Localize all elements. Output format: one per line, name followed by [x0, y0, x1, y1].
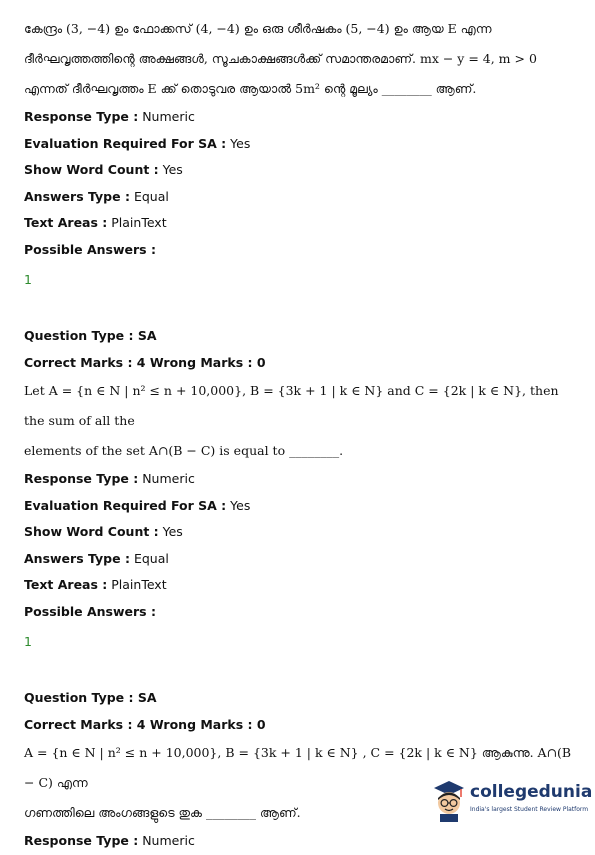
question-block-2 — [24, 323, 572, 655]
question-marks: Correct Marks : 4 Wrong Marks : 0 — [24, 354, 266, 370]
meta-evaluation-required: Evaluation Required For SA : Yes — [24, 497, 251, 513]
meta-evaluation-required: Evaluation Required For SA : Yes — [24, 135, 251, 151]
logo-tagline: India's largest Student Review Platform — [470, 806, 589, 813]
logo-wordmark: collegedunia — [470, 782, 593, 802]
possible-answer-value: 1 — [24, 634, 32, 649]
question-type: Question Type : SA — [24, 690, 157, 705]
meta-response-type: Response Type : Numeric — [24, 109, 195, 124]
student-mascot-icon — [430, 778, 468, 822]
document-page — [24, 14, 572, 855]
collegedunia-logo — [430, 776, 593, 826]
question-text-line: Let A = {n ∈ N | n² ≤ n + 10,000}, B = {3k + 1 | k ∈ N} and C = {2k | k ∈ N}, then the sum of all the — [24, 383, 559, 428]
question-text-line: ഗണത്തിലെ അംഗങ്ങളുടെ തുക ________ ആണ്. — [24, 805, 301, 820]
meta-show-word-count: Show Word Count : Yes — [24, 524, 183, 539]
possible-answer-value: 1 — [24, 272, 32, 287]
meta-response-type: Response Type : Numeric — [24, 471, 195, 486]
question-block-3 — [24, 685, 572, 855]
question-text-line: ദീർഘവൃത്തത്തിന്റെ അക്ഷങ്ങൾ, സൂചകാക്ഷങ്ങൾക്ക് സമാന്തരമാണ്. mx − y = 4, m > 0 — [24, 51, 537, 66]
question-type: Question Type : SA — [24, 328, 157, 343]
meta-show-word-count: Show Word Count : Yes — [24, 162, 183, 177]
question-marks: Correct Marks : 4 Wrong Marks : 0 — [24, 716, 266, 732]
question-text-line: A = {n ∈ N | n² ≤ n + 10,000}, B = {3k + 1 | k ∈ N} , C = {2k | k ∈ N} ആകുന്നു. A∩(B − C) എന്ന — [24, 745, 572, 790]
meta-text-areas: Text Areas : PlainText — [24, 215, 167, 230]
meta-response-type: Response Type : Numeric — [24, 833, 195, 848]
meta-text-areas: Text Areas : PlainText — [24, 577, 167, 592]
question-text-line: കേന്ദ്രം (3, −4) ഉം ഫോക്കസ് (4, −4) ഉം ഒരു ശീർഷകം (5, −4) ഉം ആയ E എന്ന — [24, 21, 492, 36]
meta-answers-type: Answers Type : Equal — [24, 188, 169, 204]
meta-answers-type: Answers Type : Equal — [24, 550, 169, 566]
question-text-line: എന്നത് ദീർഘവൃത്തം E ക്ക് തൊടുവര ആയാൽ 5m² ന്റെ മൂല്യം ________ ആണ്. — [24, 81, 477, 96]
question-text-line: elements of the set A∩(B − C) is equal to ________. — [24, 443, 344, 458]
question-block-1 — [24, 14, 572, 293]
meta-possible-answers: Possible Answers : — [24, 241, 156, 257]
meta-possible-answers: Possible Answers : — [24, 603, 156, 619]
